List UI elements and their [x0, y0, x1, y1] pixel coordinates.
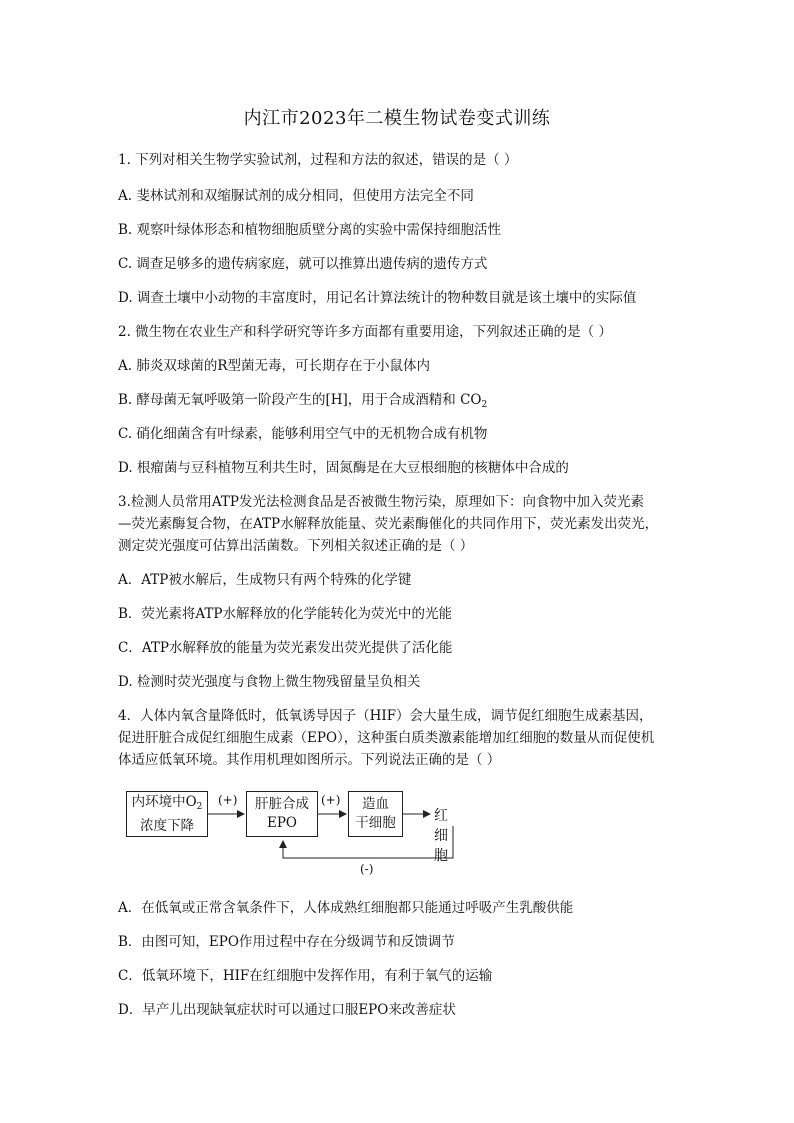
- q4-option-a: A．在低氧或正常含氧条件下，人体成熟红细胞都只能通过呼吸产生乳酸供能: [118, 900, 574, 916]
- label-plus-1: (+): [218, 793, 238, 807]
- box-stem-cell-line2: 干细胞: [355, 815, 396, 831]
- label-plus-2: (+): [321, 793, 341, 807]
- q2-option-b-subscript: 2: [481, 400, 488, 410]
- box-low-oxygen-line2: 浓度下降: [140, 817, 194, 834]
- q2-option-b-text: B. 酵母菌无氧呼吸第一阶段产生的[H]，用于合成酒精和 CO: [118, 392, 482, 408]
- q2-option-a: A. 肺炎双球菌的R型菌无毒，可长期存在于小鼠体内: [118, 358, 430, 374]
- box-low-oxygen-line1: [127, 793, 207, 817]
- box-liver-epo-line2: EPO: [266, 815, 297, 831]
- q2-option-c: C. 硝化细菌含有叶绿素，能够利用空气中的无机物合成有机物: [118, 426, 488, 442]
- label-minus: (-): [360, 862, 374, 876]
- page-title: 内江市2023年二模生物试卷变式训练: [243, 108, 551, 129]
- box-low-oxygen-subscript: 2: [196, 801, 203, 812]
- q2-option-d: D. 根瘤菌与豆科植物互利共生时，固氮酶是在大豆根细胞的核糖体中合成的: [118, 460, 569, 476]
- box-liver-epo-line1: 肝脏合成: [255, 796, 309, 812]
- q4-option-c: C．低氧环境下，HIF在红细胞中发挥作用，有利于氧气的运输: [118, 968, 493, 984]
- box-liver-epo: [246, 791, 318, 837]
- q3-stem-line2: —荧光素酶复合物，在ATP水解释放能量、荧光素酶催化的共同作用下，荧光素发出荧光，: [118, 516, 659, 532]
- q2-stem: 2. 微生物在农业生产和科学研究等许多方面都有重要用途，下列叙述正确的是（ ）: [118, 324, 612, 340]
- q4-option-b: B．由图可知，EPO作用过程中存在分级调节和反馈调节: [118, 934, 455, 950]
- q1-option-b: B. 观察叶绿体形态和植物细胞质壁分离的实验中需保持细胞活性: [118, 222, 502, 238]
- q3-option-b: B．荧光素将ATP水解释放的化学能转化为荧光中的光能: [118, 606, 453, 622]
- q3-stem-line1: 3.检测人员常用ATP发光法检测食品是否被微生物污染，原理如下：向食物中加入荧光素: [118, 494, 644, 510]
- q1-option-d: D. 调查土壤中小动物的丰富度时，用记名计算法统计的物种数目就是该土壤中的实际值: [118, 290, 637, 306]
- q4-stem-line2: 促进肝脏合成促红细胞生成素（EPO），这种蛋白质类激素能增加红细胞的数量从而促使机: [118, 730, 655, 746]
- box-low-oxygen-text: 内环境中O: [131, 793, 197, 810]
- box-stem-cell-line1: 造血: [362, 796, 389, 812]
- box-stem-cell: [348, 791, 403, 837]
- q3-option-d: D. 检测时荧光强度与食物上微生物残留量呈负相关: [118, 674, 421, 690]
- q4-stem-line3: 体适应低氧环境。其作用机理如图所示。下列说法正确的是（ ）: [118, 752, 501, 768]
- q3-stem-line3: 测定荧光强度可估算出活菌数。下列相关叙述正确的是（ ）: [118, 538, 474, 554]
- q4-option-d: D．早产儿出现缺氧症状时可以通过口服EPO来改善症状: [118, 1002, 456, 1018]
- q1-option-a: A. 斐林试剂和双缩脲试剂的成分相同，但使用方法完全不同: [118, 188, 474, 204]
- q1-option-c: C. 调查足够多的遗传病家庭，就可以推算出遗传病的遗传方式: [118, 256, 488, 272]
- q3-option-a: A．ATP被水解后，生成物只有两个特殊的化学键: [118, 572, 412, 588]
- box-low-oxygen: [126, 791, 208, 837]
- q4-stem-line1: 4．人体内氧含量降低时，低氧诱导因子（HIF）会大量生成，调节促红细胞生成素基因，: [118, 708, 653, 724]
- q1-stem: 1. 下列对相关生物学实验试剂，过程和方法的叙述，错误的是（ ）: [118, 152, 518, 168]
- q3-option-c: C．ATP水解释放的能量为荧光素发出荧光提供了活化能: [118, 640, 453, 656]
- q2-option-b: [118, 390, 487, 415]
- output-red-blood-cell: 红细胞: [434, 808, 448, 864]
